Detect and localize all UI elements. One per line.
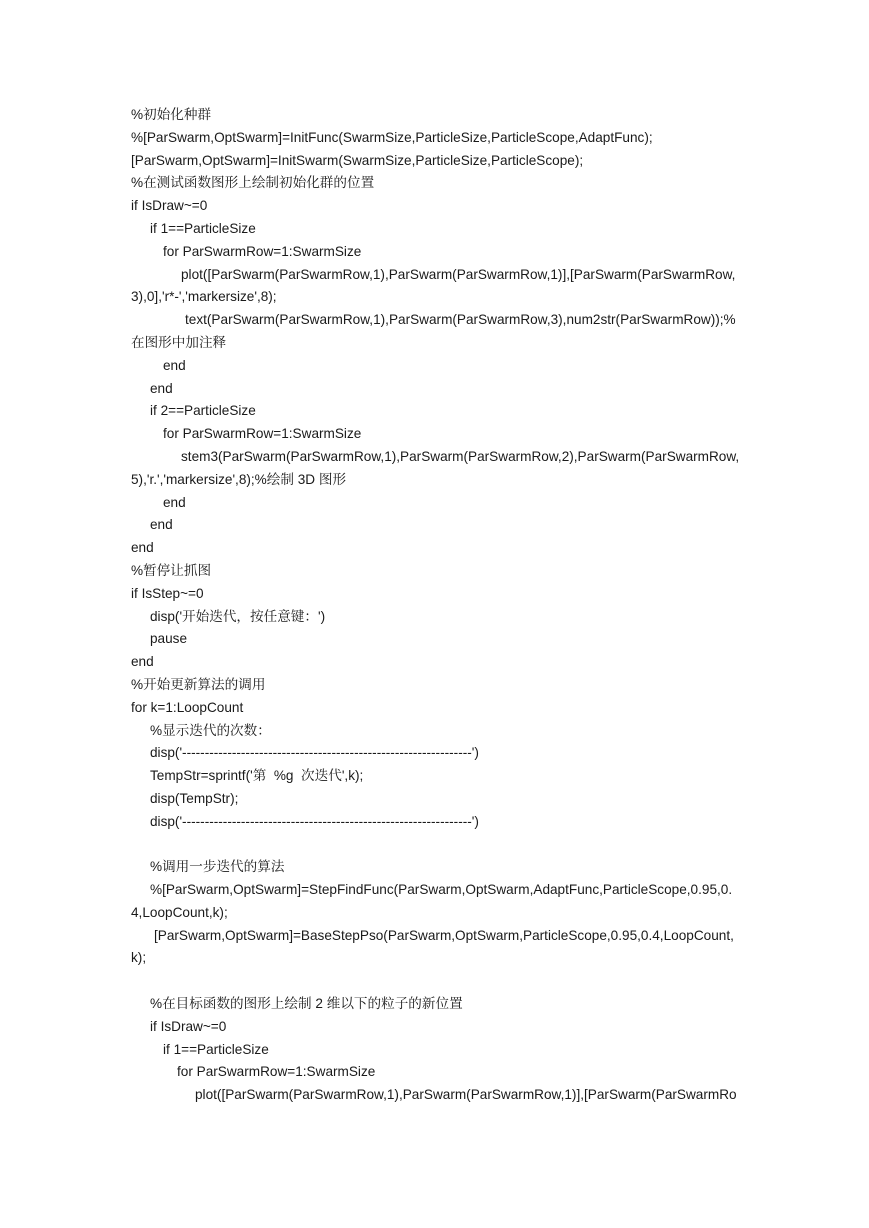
- code-line: if 1==ParticleSize: [150, 220, 256, 236]
- code-line: disp(TempStr);: [150, 790, 239, 806]
- code-line: for ParSwarmRow=1:SwarmSize: [177, 1064, 376, 1080]
- code-line: if 2==ParticleSize: [150, 403, 256, 419]
- code-line: end: [131, 654, 154, 670]
- blank-line: [131, 970, 741, 993]
- code-line: stem3(ParSwarm(ParSwarmRow,1),ParSwarm(ParSwarmRow,2),ParSwarm(ParSwarmRow,: [181, 448, 740, 464]
- code-line: end: [150, 517, 173, 533]
- code-line: for ParSwarmRow=1:SwarmSize: [163, 426, 362, 442]
- code-line: if IsDraw~=0: [150, 1018, 227, 1034]
- comment-line: %在目标函数的图形上绘制 2 维以下的粒子的新位置: [150, 996, 463, 1012]
- code-line: if 1==ParticleSize: [163, 1041, 269, 1057]
- code-line: %[ParSwarm,OptSwarm]=StepFindFunc(ParSwarm,OptSwarm,AdaptFunc,ParticleScope,0.95,0.: [150, 882, 733, 898]
- comment-line: 在图形中加注释: [131, 334, 227, 350]
- code-line: for k=1:LoopCount: [131, 699, 244, 715]
- comment-line: %调用一步迭代的算法: [150, 859, 285, 875]
- code-line: end: [163, 494, 186, 510]
- code-line: [ParSwarm,OptSwarm]=BaseStepPso(ParSwarm,OptSwarm,ParticleScope,0.95,0.4,LoopCount,: [154, 927, 734, 943]
- comment-line: %在测试函数图形上绘制初始化群的位置: [131, 175, 375, 191]
- comment-line: %开始更新算法的调用: [131, 676, 266, 692]
- code-line: plot([ParSwarm(ParSwarmRow,1),ParSwarm(ParSwarmRow,1)],[ParSwarm(ParSwarmRo: [195, 1087, 737, 1103]
- code-line: 5),'r.','markersize',8);%绘制 3D 图形: [131, 471, 347, 487]
- code-line: plot([ParSwarm(ParSwarmRow,1),ParSwarm(ParSwarmRow,1)],[ParSwarm(ParSwarmRow,: [181, 266, 736, 282]
- comment-line: %显示迭代的次数：: [150, 722, 271, 738]
- code-line: pause: [150, 631, 188, 647]
- code-line: 3),0],'r*-','markersize',8);: [131, 289, 277, 305]
- code-line: disp('开始迭代，按任意键：'): [150, 608, 326, 624]
- comment-line: %初始化种群: [131, 107, 212, 122]
- code-line: end: [163, 357, 186, 373]
- comment-line: %暂停让抓图: [131, 562, 212, 578]
- code-line: end: [150, 380, 173, 396]
- code-line: disp('----------------------------------------------------------------'): [150, 745, 479, 761]
- code-line: k);: [131, 950, 147, 966]
- code-line: text(ParSwarm(ParSwarmRow,1),ParSwarm(ParSwarmRow,3),num2str(ParSwarmRow));%: [185, 312, 736, 328]
- code-line: disp('----------------------------------------------------------------'): [150, 813, 479, 829]
- code-line: if IsStep~=0: [131, 585, 204, 601]
- blank-line: [131, 834, 741, 857]
- code-line: for ParSwarmRow=1:SwarmSize: [163, 243, 362, 259]
- code-line: 4,LoopCount,k);: [131, 904, 228, 920]
- code-block: [131, 104, 741, 1107]
- code-line: if IsDraw~=0: [131, 198, 208, 214]
- code-line: [ParSwarm,OptSwarm]=InitSwarm(SwarmSize,ParticleSize,ParticleScope);: [131, 152, 584, 168]
- code-line: TempStr=sprintf('第 %g 次迭代',k);: [150, 768, 364, 784]
- code-line: end: [131, 540, 154, 556]
- code-line: %[ParSwarm,OptSwarm]=InitFunc(SwarmSize,ParticleSize,ParticleScope,AdaptFunc);: [131, 129, 653, 145]
